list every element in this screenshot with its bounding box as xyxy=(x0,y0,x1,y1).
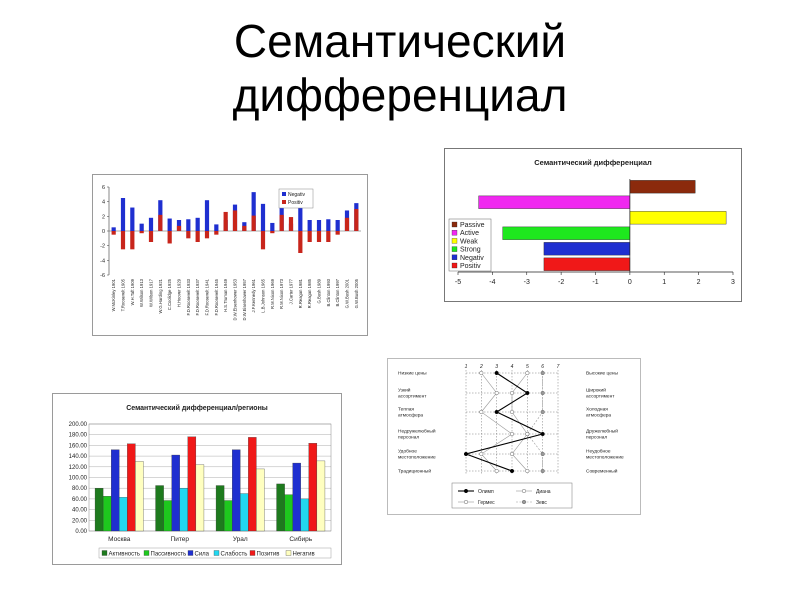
bar-Позитив xyxy=(248,437,256,531)
bar-Позитив xyxy=(309,443,317,531)
bar-Негатив xyxy=(135,461,143,531)
bar-negativ xyxy=(336,220,340,231)
bar-Негатив xyxy=(196,465,204,531)
x-tick-label: G.W.Bush 2001 xyxy=(344,279,350,309)
x-tick-label: L.B.Johnson 1965 xyxy=(260,279,266,313)
legend-swatch xyxy=(452,238,457,243)
right-pole-label: Широкий xyxy=(586,388,606,394)
legend-swatch xyxy=(452,222,457,227)
legend-swatch xyxy=(188,551,193,556)
bar-passive xyxy=(630,180,695,193)
bar-positiv xyxy=(298,231,302,253)
regions-chart xyxy=(53,394,341,564)
left-pole-label: Традиционный xyxy=(398,469,431,475)
point-Гермес xyxy=(495,469,499,473)
x-tick-label: R.Reagan 1981 xyxy=(297,279,303,309)
x-tick-label: 5 xyxy=(525,364,529,370)
bar-positiv xyxy=(196,231,200,242)
y-tick-label: 40.00 xyxy=(71,507,87,514)
y-tick-label: 180.00 xyxy=(68,432,87,439)
bar-positiv xyxy=(112,231,116,235)
x-tick-label: -5 xyxy=(454,279,462,286)
x-tick-label: G.W.Bush 2005 xyxy=(353,279,359,309)
x-tick-label: 7 xyxy=(556,364,560,370)
bar-negativ xyxy=(112,227,116,231)
bar-negativ xyxy=(140,224,144,231)
point-Зевс xyxy=(541,452,545,456)
legend-swatch xyxy=(452,255,457,260)
bar-weak xyxy=(630,211,726,224)
bar-positiv xyxy=(261,231,265,249)
bar-positiv xyxy=(149,231,153,242)
bar-negativ xyxy=(130,208,134,231)
right-pole-label: атмосфера xyxy=(586,413,612,419)
y-tick-label: 0 xyxy=(101,229,105,235)
stores-chart xyxy=(388,359,640,514)
bar-Негатив xyxy=(256,469,264,531)
right-pole-label: Дружелюбный xyxy=(586,429,618,435)
left-pole-label: Теплая xyxy=(398,407,414,413)
x-tick-label: T.Roosevelt 1905 xyxy=(120,279,126,312)
bar-Позитив xyxy=(127,444,135,531)
bar-negativ xyxy=(317,220,321,231)
x-tick-label: C.Coolidge 1925 xyxy=(167,279,173,311)
bar-positiv xyxy=(130,231,134,249)
y-tick-label: 200.00 xyxy=(68,422,87,428)
point-Зевс xyxy=(541,410,545,414)
bar-positiv xyxy=(224,212,228,231)
x-tick-label: F.D.Roosevelt 1937 xyxy=(195,279,201,316)
bar-Сила xyxy=(172,455,180,531)
profile-chart-panel xyxy=(444,148,742,302)
y-tick-label: -6 xyxy=(100,273,105,279)
left-pole-label: атмосфера xyxy=(398,413,424,419)
regions-chart-panel xyxy=(52,393,342,565)
left-pole-label: местоположение xyxy=(398,455,436,461)
point-Зевс xyxy=(541,391,545,395)
bar-negativ xyxy=(205,200,209,231)
x-tick-label: 1 xyxy=(464,364,468,370)
legend-label: Active xyxy=(460,230,480,238)
bar-positiv xyxy=(317,231,321,242)
x-tick-label: -3 xyxy=(523,279,530,286)
bar-positiv xyxy=(354,209,358,231)
legend-label: Диана xyxy=(536,489,551,495)
bar-Активность xyxy=(216,486,224,531)
x-tick-label: R.Reagan 1985 xyxy=(307,279,313,309)
x-tick-label: W.McKinley 1901 xyxy=(111,279,117,312)
x-tick-label: D.W.Eisenhower 1953 xyxy=(232,279,238,321)
bar-Слабость xyxy=(180,488,188,531)
bar-strong xyxy=(503,227,630,240)
bar-Слабость xyxy=(301,499,309,531)
bar-active xyxy=(479,196,630,209)
point-Гермес xyxy=(480,410,484,414)
bar-negativ xyxy=(261,204,265,231)
legend-label: Гермес xyxy=(478,500,495,506)
x-tick-label: W.G.Harding 1921 xyxy=(157,279,163,314)
left-pole-label: Низкие цены xyxy=(398,371,427,377)
x-tick-label: 4 xyxy=(510,364,514,370)
bar-Сила xyxy=(293,463,301,531)
legend-label: Пассивность xyxy=(150,551,187,558)
bar-Активность xyxy=(156,486,164,531)
x-tick-label: 2 xyxy=(696,279,701,286)
point-Гермес xyxy=(480,452,484,456)
x-tick-label: R.M.Nixon 1973 xyxy=(279,279,285,310)
legend-label: Negativ xyxy=(460,254,484,262)
bar-positiv xyxy=(289,217,293,231)
bar-negativ xyxy=(214,224,218,231)
y-tick-label: -4 xyxy=(100,258,105,265)
right-pole-label: Холодная xyxy=(586,407,608,413)
legend-label: Активность xyxy=(108,551,141,558)
x-tick-label: H.Hoover 1929 xyxy=(176,279,182,308)
line-Зевс xyxy=(527,373,542,471)
legend-marker xyxy=(522,489,526,493)
y-tick-label: 80.00 xyxy=(71,486,87,493)
bar-positiv xyxy=(336,231,340,235)
point-Олимп xyxy=(541,432,545,436)
point-Диана xyxy=(510,391,514,395)
point-Диана xyxy=(526,469,530,473)
bar-positiv xyxy=(168,231,172,243)
bar-Активность xyxy=(277,484,285,531)
point-Олимп xyxy=(495,371,499,375)
bar-Пассивность xyxy=(224,501,232,531)
bar-Активность xyxy=(95,488,103,531)
x-tick-label: 6 xyxy=(541,364,545,370)
bar-positiv xyxy=(177,226,181,231)
bar-positiv xyxy=(214,231,218,235)
bar-Негатив xyxy=(317,461,325,531)
point-Олимп xyxy=(464,452,468,456)
point-Гермес xyxy=(495,391,499,395)
bar-positiv xyxy=(186,231,190,238)
bar-negativ xyxy=(308,220,312,231)
right-pole-label: персонал xyxy=(586,435,608,441)
y-tick-label: 120.00 xyxy=(68,464,87,471)
x-tick-label: W.H.Taft 1909 xyxy=(129,279,135,306)
right-pole-label: Современный xyxy=(586,469,618,475)
legend-swatch xyxy=(214,551,219,556)
point-Гермес xyxy=(480,371,484,375)
bar-Сила xyxy=(111,450,119,531)
bar-positiv xyxy=(270,231,274,233)
legend-label: Passive xyxy=(460,222,485,229)
legend-marker xyxy=(464,489,468,493)
bar-negativ xyxy=(186,219,190,231)
bar-positiv xyxy=(326,231,330,242)
x-tick-label: 3 xyxy=(731,279,735,286)
bar-negativ xyxy=(196,218,200,231)
x-tick-label: B.Clinton 1993 xyxy=(325,279,331,307)
x-tick-label: J.Carter 1977 xyxy=(288,279,294,305)
bar-Пассивность xyxy=(164,501,172,531)
bar-positiv xyxy=(345,218,349,231)
y-tick-label: 6 xyxy=(101,185,105,191)
legend-label: Зевс xyxy=(536,500,547,506)
legend-marker xyxy=(464,500,468,504)
y-tick-label: 60.00 xyxy=(71,496,87,503)
x-tick-label: Питер xyxy=(170,536,189,543)
bar-negativ xyxy=(326,219,330,231)
bar-positiv xyxy=(158,215,162,231)
legend-label: Слабость xyxy=(220,551,248,558)
y-tick-label: 100.00 xyxy=(68,475,87,482)
x-tick-label: J.F.Kennedy 1961 xyxy=(251,279,257,313)
bar-negativ xyxy=(270,223,274,231)
right-pole-label: Неудобное xyxy=(586,449,611,455)
x-tick-label: F.D.Roosevelt 1945 xyxy=(213,279,219,316)
right-pole-label: местоположение xyxy=(586,455,624,461)
x-tick-label: -4 xyxy=(489,279,496,286)
legend-label: Weak xyxy=(460,238,478,246)
point-Гермес xyxy=(510,432,514,436)
bar-Пассивность xyxy=(285,495,293,531)
legend-label: Сила xyxy=(194,551,210,558)
chart-title: Семантический дифференциал xyxy=(534,158,652,167)
legend-swatch xyxy=(250,551,255,556)
legend-label: Positiv xyxy=(460,263,481,270)
point-Олимп xyxy=(495,410,499,414)
bar-positiv xyxy=(252,216,256,231)
point-Диана xyxy=(510,410,514,414)
left-pole-label: ассортимент xyxy=(398,394,427,400)
bar-positiv xyxy=(544,258,630,271)
point-Диана xyxy=(526,371,530,375)
bar-negativ xyxy=(149,218,153,231)
x-tick-label: Сибирь xyxy=(289,536,313,543)
bar-Слабость xyxy=(119,497,127,531)
legend-swatch xyxy=(286,551,291,556)
point-Зевс xyxy=(541,371,545,375)
x-tick-label: Москва xyxy=(108,536,131,543)
presidents-chart xyxy=(93,175,367,335)
stores-chart-panel xyxy=(387,358,641,515)
legend-label: Strong xyxy=(460,246,481,254)
x-tick-label: 0 xyxy=(627,279,632,286)
y-tick-label: -2 xyxy=(100,243,105,250)
legend-label: Negativ xyxy=(288,192,305,198)
left-pole-label: Узкий xyxy=(398,388,411,394)
x-tick-label: R.M.Nixon 1969 xyxy=(269,279,275,310)
point-Диана xyxy=(510,452,514,456)
profile-chart xyxy=(445,149,741,301)
bar-positiv xyxy=(205,231,209,238)
right-pole-label: Высокие цены xyxy=(586,371,619,377)
left-pole-label: Недружелюбный xyxy=(398,429,436,435)
legend-swatch xyxy=(452,247,457,252)
y-tick-label: 20.00 xyxy=(71,518,87,525)
bar-negativ xyxy=(168,219,172,231)
legend-label: Негатив xyxy=(292,551,315,558)
point-Олимп xyxy=(510,469,514,473)
x-tick-label: D.W.Eisenhower 1957 xyxy=(241,279,247,321)
chart-title: Семантический дифференциал/регионы xyxy=(126,405,268,412)
slide-title-line2: дифференциал xyxy=(232,69,568,121)
legend-swatch xyxy=(282,192,286,196)
x-tick-label: -2 xyxy=(558,279,565,286)
bar-positiv xyxy=(308,231,312,242)
legend-box xyxy=(452,483,572,508)
bar-negativ xyxy=(544,242,630,255)
legend-swatch xyxy=(452,263,457,268)
x-tick-label: H.S.Truman 1949 xyxy=(223,279,229,312)
left-pole-label: персонал xyxy=(398,435,420,441)
bar-positiv xyxy=(140,231,144,233)
legend-swatch xyxy=(102,551,107,556)
x-tick-label: 1 xyxy=(662,279,667,286)
x-tick-label: B.Clinton 1997 xyxy=(335,279,341,307)
x-tick-label: W.Wilson 1913 xyxy=(139,279,145,307)
bar-positiv xyxy=(242,226,246,231)
y-tick-label: 4 xyxy=(101,199,105,206)
x-tick-label: F.D.Roosevelt 1933 xyxy=(185,279,191,316)
bar-Сила xyxy=(232,450,240,531)
x-tick-label: G.Bush 1989 xyxy=(316,279,322,304)
slide-title xyxy=(0,14,800,122)
bar-negativ xyxy=(121,198,125,231)
x-tick-label: Урал xyxy=(232,536,248,543)
x-tick-label: 2 xyxy=(479,364,483,370)
bar-Позитив xyxy=(188,437,196,531)
legend-swatch xyxy=(144,551,149,556)
legend-swatch xyxy=(452,230,457,235)
bar-positiv xyxy=(233,210,237,231)
x-tick-label: -1 xyxy=(592,279,599,286)
x-tick-label: 3 xyxy=(495,364,499,370)
bar-Слабость xyxy=(240,494,248,531)
legend-label: Позитив xyxy=(256,551,280,558)
legend-label: Олимп xyxy=(478,489,494,495)
bar-Пассивность xyxy=(103,496,111,531)
presidents-chart-panel xyxy=(92,174,368,336)
point-Зевс xyxy=(541,469,545,473)
y-tick-label: 140.00 xyxy=(68,454,87,461)
y-tick-label: 2 xyxy=(101,214,105,221)
line-Олимп xyxy=(466,373,543,471)
legend-label: Positiv xyxy=(288,200,303,206)
x-tick-label: W.Wilson 1917 xyxy=(148,279,154,307)
x-tick-label: F.D.Roosevelt 1941 xyxy=(204,279,210,316)
point-Диана xyxy=(526,432,530,436)
bar-positiv xyxy=(121,231,125,249)
right-pole-label: ассортимент xyxy=(586,394,615,400)
legend-swatch xyxy=(282,200,286,204)
legend-marker xyxy=(522,500,526,504)
y-tick-label: 160.00 xyxy=(68,443,87,450)
point-Олимп xyxy=(526,391,530,395)
bar-positiv xyxy=(280,215,284,231)
slide-title-line1: Семантический xyxy=(233,15,567,67)
left-pole-label: Удобное xyxy=(398,449,417,455)
y-tick-label: 0.00 xyxy=(75,529,87,535)
